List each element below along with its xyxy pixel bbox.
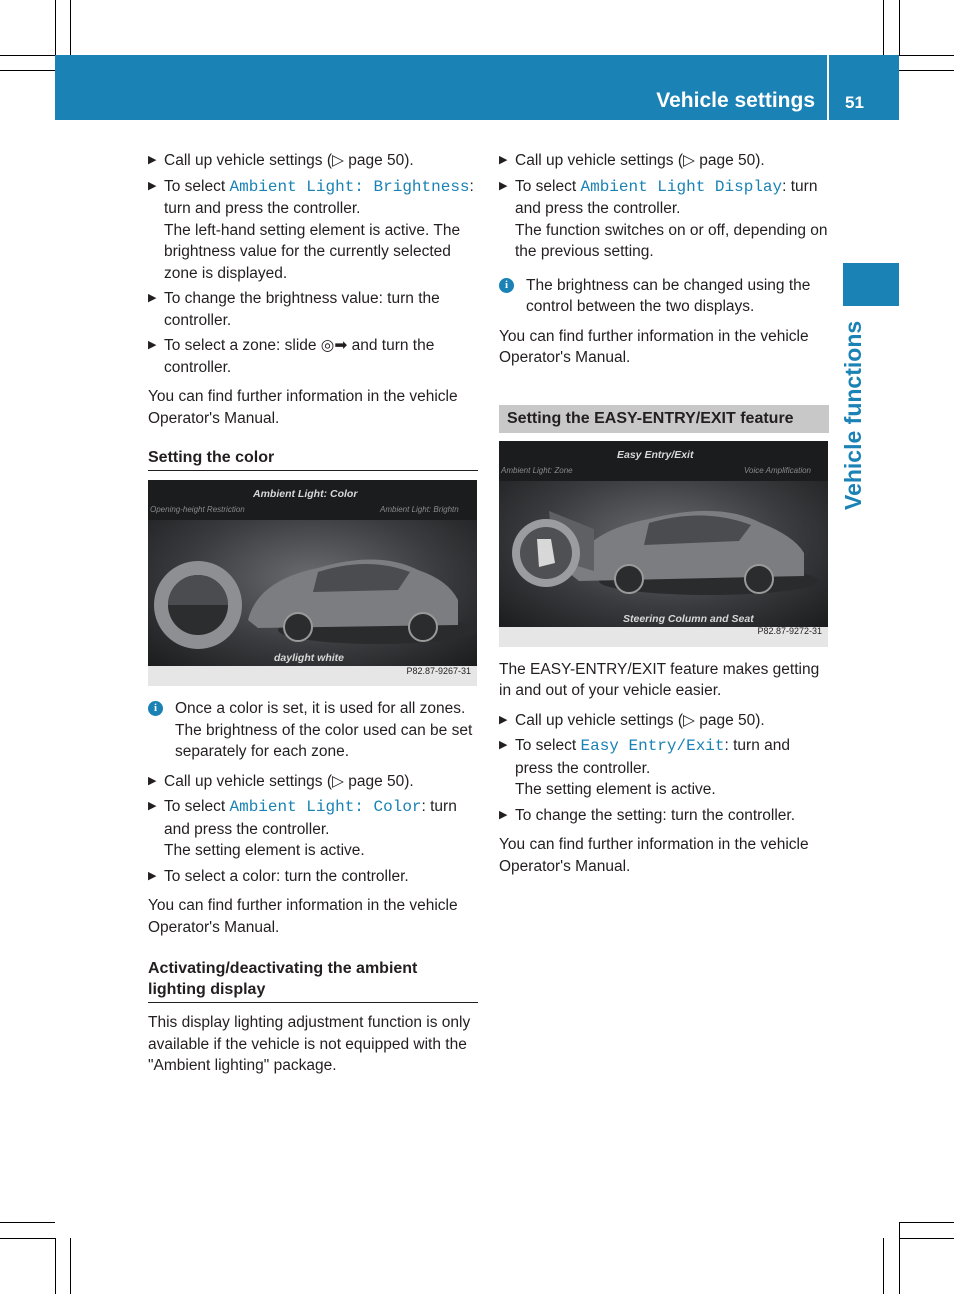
step-item: ▶ To select Ambient Light Display: turn and press the controller. The function switches on or off, depending on the previous setting. bbox=[499, 177, 828, 260]
paragraph: You can find further information in the vehicle Operator's Manual. bbox=[148, 897, 458, 936]
screen-right-label: Ambient Light: Brightn bbox=[380, 505, 459, 514]
image-footer bbox=[499, 627, 828, 647]
paragraph: You can find further information in the vehicle Operator's Manual. bbox=[499, 327, 809, 366]
step-item: ▶ To select Ambient Light: Brightness: turn and press the controller. The left-hand setting element is active. The brightness value for the currently selected zone is displayed. bbox=[148, 177, 474, 282]
info-icon: i bbox=[148, 701, 163, 716]
step-arrow-icon: ▶ bbox=[148, 339, 157, 351]
crop-mark bbox=[55, 1238, 56, 1294]
screen-image bbox=[499, 441, 828, 647]
header-divider bbox=[827, 55, 829, 120]
info-text: Once a color is set, it is used for all zones. The brightness of the color used can be set separately for each zone. bbox=[175, 700, 473, 760]
crop-mark bbox=[899, 1222, 954, 1223]
step-item: ▶ Call up vehicle settings (▷ page 50). bbox=[499, 150, 829, 172]
step-arrow-icon: ▶ bbox=[499, 713, 508, 726]
crop-mark bbox=[0, 70, 55, 71]
page-header bbox=[55, 55, 899, 120]
crop-mark bbox=[55, 0, 56, 55]
chapter-label-text: Vehicle functions bbox=[840, 320, 866, 510]
paragraph: You can find further information in the vehicle Operator's Manual. bbox=[148, 388, 458, 427]
info-note bbox=[499, 275, 829, 318]
step-item: ▶ To select a zone: slide ◎➡ and turn the controller. bbox=[148, 337, 435, 376]
page-number: 51 bbox=[845, 93, 864, 112]
section-heading: Setting the EASY-ENTRY/EXIT feature bbox=[499, 405, 829, 433]
step-arrow-icon: ▶ bbox=[499, 179, 508, 192]
step-item: ▶ Call up vehicle settings (▷ page 50). bbox=[499, 710, 829, 732]
image-code: P82.87-9272-31 bbox=[757, 626, 822, 636]
menu-item-name: Ambient Light: Color bbox=[229, 798, 422, 816]
chapter-label bbox=[840, 320, 874, 510]
paragraph: The EASY-ENTRY/EXIT feature makes getting in and out of your vehicle easier. bbox=[499, 660, 820, 699]
crop-mark bbox=[70, 0, 71, 55]
step-arrow-icon: ▶ bbox=[499, 739, 508, 751]
step-item: ▶ To select Easy Entry/Exit: turn and press the controller. The setting element is active. bbox=[499, 737, 791, 798]
crop-mark bbox=[0, 55, 55, 56]
step-item: ▶ To select a color: turn the controller. bbox=[148, 866, 478, 888]
step-arrow-icon: ▶ bbox=[148, 869, 157, 882]
step-arrow-icon: ▶ bbox=[148, 774, 157, 787]
step-item: ▶ To select Ambient Light: Color: turn and press the controller. The setting element is active. bbox=[148, 798, 457, 859]
screen-left-label: Ambient Light: Zone bbox=[501, 465, 573, 475]
crop-mark bbox=[899, 55, 954, 56]
paragraph: You can find further information in the vehicle Operator's Manual. bbox=[499, 836, 809, 875]
crop-mark bbox=[883, 1238, 884, 1294]
step-item: ▶ Call up vehicle settings (▷ page 50). bbox=[148, 150, 478, 172]
section-heading: Activating/deactivating the ambient lighting display bbox=[148, 958, 478, 1003]
step-arrow-icon: ▶ bbox=[499, 154, 508, 166]
menu-item-name: Easy Entry/Exit bbox=[580, 737, 725, 755]
crop-mark bbox=[899, 0, 900, 55]
crop-mark bbox=[70, 1238, 71, 1294]
step-item: ▶ To change the brightness value: turn the controller. bbox=[148, 290, 440, 329]
screen-right-label: Voice Amplification bbox=[744, 465, 811, 475]
image-code: P82.87-9267-31 bbox=[406, 665, 471, 676]
screen-title: Ambient Light: Color bbox=[253, 488, 358, 500]
crop-mark bbox=[0, 1222, 55, 1223]
crop-mark bbox=[0, 1238, 55, 1239]
info-text: The brightness can be changed using the control between the two displays. bbox=[526, 276, 811, 315]
info-note bbox=[148, 698, 478, 763]
section-heading: Setting the color bbox=[148, 447, 478, 471]
step-arrow-icon: ▶ bbox=[148, 800, 157, 812]
left-column bbox=[148, 150, 478, 1085]
step-item: ▶ To change the setting: turn the controller. bbox=[499, 805, 829, 827]
screen-bottom-label: Steering Column and Seat bbox=[623, 612, 754, 625]
step-arrow-icon: ▶ bbox=[148, 292, 157, 304]
right-column bbox=[499, 150, 829, 885]
crop-mark bbox=[899, 1222, 900, 1294]
screen-bottom-label: daylight white bbox=[274, 652, 345, 664]
crop-mark bbox=[883, 0, 884, 55]
paragraph: This display lighting adjustment function is only available if the vehicle is not equipped with the "Ambient lighting" package. bbox=[148, 1014, 471, 1074]
step-arrow-icon: ▶ bbox=[499, 808, 508, 821]
image-footer bbox=[148, 666, 477, 686]
step-item: ▶ Call up vehicle settings (▷ page 50). bbox=[148, 771, 478, 793]
screen-image bbox=[148, 480, 477, 686]
crop-mark bbox=[899, 1238, 954, 1239]
menu-item-name: Ambient Light Display bbox=[580, 177, 783, 196]
step-arrow-icon: ▶ bbox=[148, 154, 157, 166]
menu-item-name: Ambient Light: Brightness bbox=[229, 177, 470, 196]
crop-mark bbox=[899, 70, 954, 71]
chapter-tab bbox=[843, 263, 899, 306]
screen-left-label: Opening-height Restriction bbox=[150, 505, 245, 514]
info-icon: i bbox=[499, 278, 514, 293]
section-title: Vehicle settings bbox=[656, 89, 815, 112]
step-arrow-icon: ▶ bbox=[148, 179, 157, 192]
screen-title: Easy Entry/Exit bbox=[617, 448, 694, 461]
